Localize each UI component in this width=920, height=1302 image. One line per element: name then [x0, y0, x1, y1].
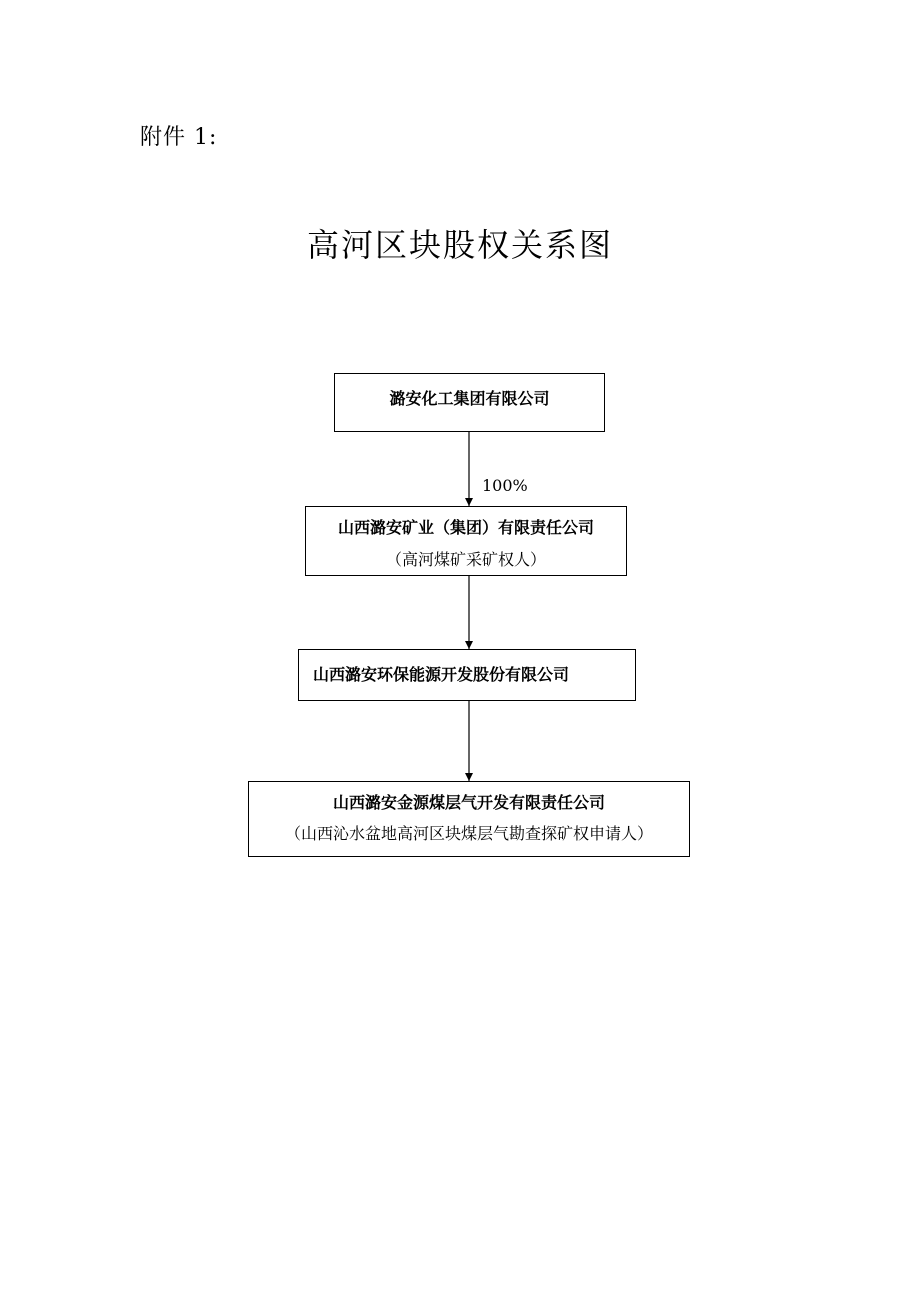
org-role: （山西沁水盆地高河区块煤层气勘查探矿权申请人） [284, 824, 653, 843]
org-name: 潞安化工集团有限公司 [389, 389, 550, 408]
attachment-label: 附件 1: [140, 125, 218, 150]
org-node-luan-mining [305, 506, 627, 576]
org-name: 山西潞安金源煤层气开发有限责任公司 [332, 793, 605, 812]
org-role: （高河煤矿采矿权人） [385, 550, 546, 569]
ownership-percentage-label: 100% [482, 476, 528, 495]
org-node-luan-chemical [334, 373, 605, 432]
org-node-luan-huanbao [298, 649, 636, 701]
diagram-title: 高河区块股权关系图 [306, 226, 613, 264]
org-node-luan-jinyuan [248, 781, 690, 857]
org-name: 山西潞安环保能源开发股份有限公司 [313, 665, 570, 684]
org-name: 山西潞安矿业（集团）有限责任公司 [337, 518, 594, 537]
